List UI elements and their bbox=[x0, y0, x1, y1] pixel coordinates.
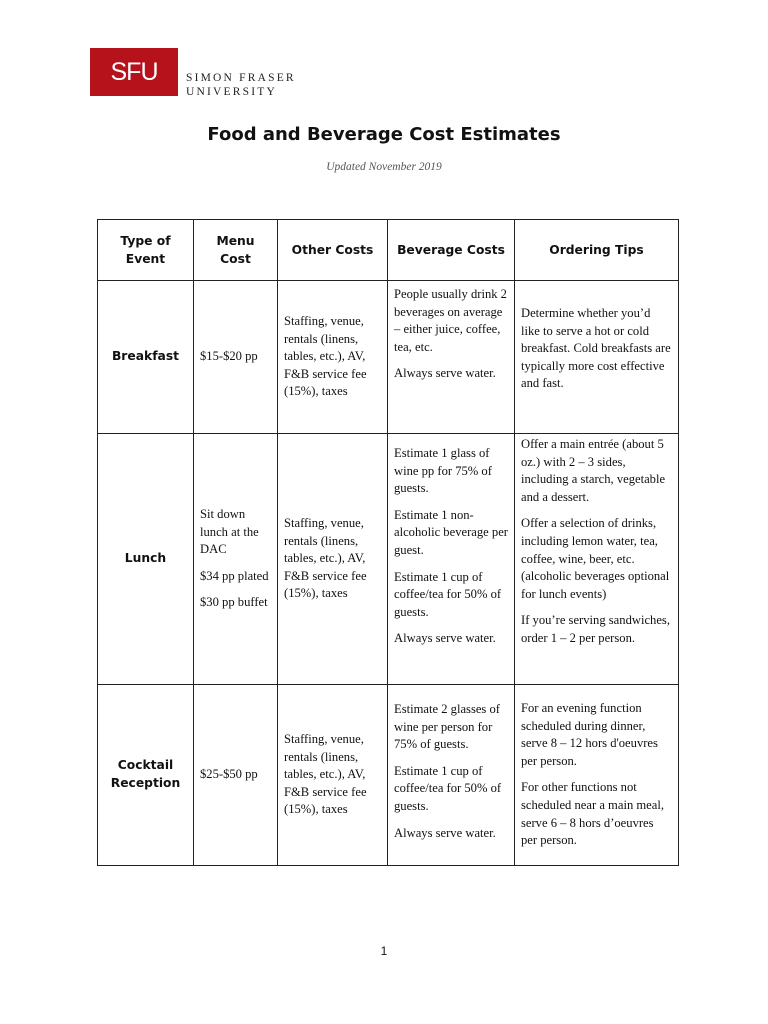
ordering-tip: If you’re serving sandwiches, order 1 – 2 per person. bbox=[521, 613, 670, 645]
menu-cost-cell bbox=[194, 281, 278, 434]
logo-mark: SFU bbox=[90, 48, 178, 96]
ordering-tips-cell bbox=[515, 281, 679, 434]
header-ordering-tips: Ordering Tips bbox=[515, 220, 679, 281]
beverage-note: Always serve water. bbox=[394, 631, 496, 646]
header-menu-cost: Menu Cost bbox=[194, 220, 278, 281]
ordering-tip: For other functions not scheduled near a main meal, serve 6 – 8 hors d’oeuvres per person. bbox=[521, 780, 665, 848]
beverage-note: Always serve water. bbox=[394, 366, 496, 381]
page-title: Food and Beverage Cost Estimates bbox=[207, 124, 561, 145]
menu-cost: $25-$50 pp bbox=[200, 767, 258, 782]
ordering-tip: Offer a selection of drinks, including lemon water, tea, coffee, wine, beer, etc. (alcoholic beverages optional for lunch events) bbox=[521, 516, 670, 601]
beverage-costs-cell bbox=[388, 281, 515, 434]
beverage-note: Estimate 2 glasses of wine per person for 75% of guests. bbox=[394, 702, 500, 752]
menu-cost-cell bbox=[194, 685, 278, 866]
header-type: Type of Event bbox=[98, 220, 194, 281]
beverage-note: Estimate 1 cup of coffee/tea for 50% of guests. bbox=[394, 763, 502, 813]
beverage-costs-cell bbox=[388, 685, 515, 866]
beverage-note: Estimate 1 glass of wine pp for 75% of guests. bbox=[394, 446, 492, 496]
table-row bbox=[98, 434, 679, 685]
beverage-note: Always serve water. bbox=[394, 825, 496, 840]
page-subtitle: Updated November 2019 bbox=[326, 161, 442, 173]
menu-cost: $15-$20 pp bbox=[200, 349, 258, 364]
beverage-note: Estimate 1 cup of coffee/tea for 50% of guests. bbox=[394, 569, 502, 619]
header-other-costs: Other Costs bbox=[278, 220, 388, 281]
table-header-row bbox=[98, 220, 679, 281]
other-costs: Staffing, venue, rentals (linens, tables, etc.), AV, F&B service fee (15%), taxes bbox=[278, 281, 388, 434]
logo-line-2: UNIVERSITY bbox=[186, 86, 277, 98]
ordering-tips-cell bbox=[515, 685, 679, 866]
header-beverage-costs: Beverage Costs bbox=[388, 220, 515, 281]
event-type: Lunch bbox=[98, 434, 194, 685]
page-number: 1 bbox=[380, 944, 388, 958]
beverage-note: Estimate 1 non-alcoholic beverage per guest. bbox=[394, 507, 508, 557]
ordering-tips-cell bbox=[515, 434, 679, 685]
table-row bbox=[98, 281, 679, 434]
ordering-tip: Determine whether you’d like to serve a hot or cold breakfast. Cold breakfasts are typically more cost effective and fast. bbox=[521, 306, 671, 391]
table-row bbox=[98, 685, 679, 866]
event-type: Breakfast bbox=[98, 281, 194, 434]
logo-line-1: SIMON FRASER bbox=[186, 72, 296, 84]
ordering-tip: Offer a main entrée (about 5 oz.) with 2 – 3 sides, including a starch, vegetable and a dessert. bbox=[521, 437, 666, 504]
other-costs: Staffing, venue, rentals (linens, tables, etc.), AV, F&B service fee (15%), taxes bbox=[278, 685, 388, 866]
menu-cost: $34 pp plated bbox=[200, 568, 269, 583]
beverage-note: People usually drink 2 beverages on average – either juice, coffee, tea, etc. bbox=[394, 287, 507, 354]
menu-cost-cell bbox=[194, 434, 278, 685]
beverage-costs-cell bbox=[388, 434, 515, 685]
other-costs: Staffing, venue, rentals (linens, tables, etc.), AV, F&B service fee (15%), taxes bbox=[278, 434, 388, 685]
cost-estimates-table bbox=[97, 219, 679, 866]
menu-cost: Sit down lunch at the DAC bbox=[200, 507, 259, 557]
logo-wordmark bbox=[186, 71, 296, 99]
menu-cost: $30 pp buffet bbox=[200, 595, 268, 610]
ordering-tip: For an evening function scheduled during dinner, serve 8 – 12 hors d'oeuvres per person. bbox=[521, 701, 658, 768]
event-type: Cocktail Reception bbox=[98, 685, 194, 866]
sfu-logo bbox=[90, 48, 296, 99]
